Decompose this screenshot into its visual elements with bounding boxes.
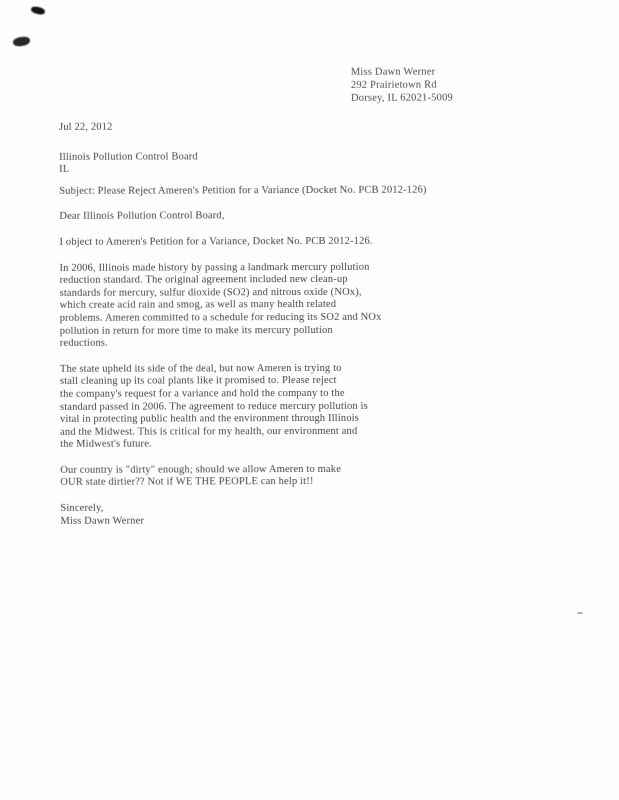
objection-line: I object to Ameren's Petition for a Variance, Docket No. PCB 2012-126. (59, 235, 373, 248)
salutation: Dear Illinois Pollution Control Board, (59, 210, 225, 223)
sender-name: Miss Dawn Werner (350, 66, 436, 78)
sender-city-state-zip: Dorsey, IL 62021-5009 (350, 92, 453, 104)
recipient-name: Illinois Pollution Control Board (59, 150, 198, 163)
sender-street: 292 Prairietown Rd (350, 79, 437, 91)
sender-address-block (351, 65, 453, 104)
letter-paragraph: Our country is "dirty" enough; should we allow Ameren to make OUR state dirtier?? Not if WE THE PEOPLE can help it!! (60, 463, 342, 489)
letter-body (59, 120, 530, 528)
signature-name: Miss Dawn Werner (60, 515, 145, 527)
letter-paragraph: The state upheld its side of the deal, but now Ameren is trying to stall cleaning up its coal plants like it promised to. Please reject the company's request for a variance and hold the company to the standard passed in 2006. The agreement to reduce mercury pollution is vital in protecting public health and the environment through Illinois and the Midwest. This is critical for my health, our environment and the Midwest's future. (59, 362, 368, 451)
letter-paragraph: In 2006, Illinois made history by passing a landmark mercury pollution reduction standard. The original agreement included new clean-up standards for mercury, sulfur dioxide (SO2) and nitrous oxide (NOx), which create acid rain and smog, as well as many health related problems. Ameren committed to a schedule for reducing its SO2 and NOx pollution in return for more time to make its mercury pollution reductions. (59, 261, 382, 349)
closing: Sincerely, (60, 502, 104, 514)
recipient-block (59, 150, 529, 177)
subject-line: Subject: Please Reject Ameren's Petition for a Variance (Docket No. PCB 2012-126) (59, 184, 427, 197)
letter-date: Jul 22, 2012 (59, 121, 113, 133)
recipient-location: IL (59, 164, 70, 176)
